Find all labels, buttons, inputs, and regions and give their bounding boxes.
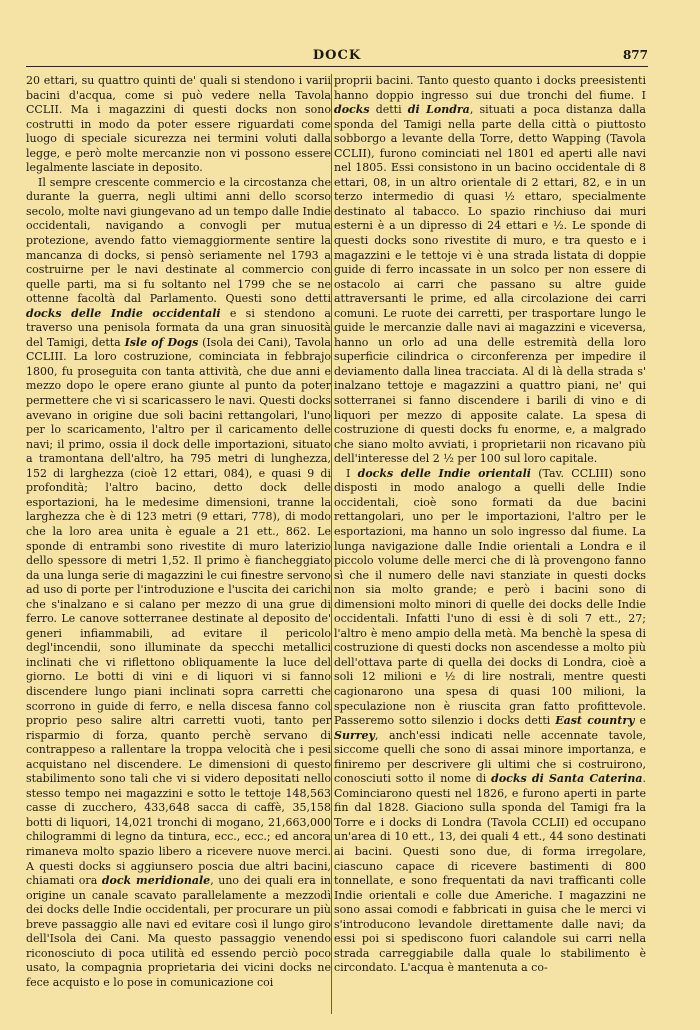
right-column [334,74,646,1014]
paragraph: Il sempre crescente commercio e la circostanza che durante la guerra, negli ultimi anni dello scorso secolo, molte navi giungevano ad un tempo dalle Indie occidentali, navigando a convogli per mutua protezione, avendo fatto viemaggiormente sentire la mancanza di docks, si pensò seriamente nel 1793 a costruirne per le navi destinate al commercio con quelle parti, ma si fu soltanto nel 1799 che se ne ottenne facoltà dal Parlamento. Questi sono detti docks delle Indie occidentali e si stendono a traverso una penisola formata da una gran sinuosità del Tamigi, detta Isle of Dogs (Isola dei Cani), Tavola CCLIII. La loro costruzione, cominciata in febbrajo 1800, fu proseguita con tanta attività, che due anni e mezzo dopo le opere erano giunte al punto da poter permettere che vi si scaricassero le navi. Questi docks avevano in origine due soli bacini rettangolari, l'uno per lo scaricamento, l'altro per il caricamento delle navi; il primo, ossia il dock delle importazioni, situato a tramontana dell'altro, ha 795 metri di lunghezza, 152 di larghezza (cioè 12 ettari, 084), e quasi 9 di profondità; l'altro bacino, detto dock delle esportazioni, ha le medesime dimensioni, tranne la larghezza che è di 123 metri (9 ettari, 778), di modo che la loro area unita è eguale a 21 ett., 862. Le sponde di entrambi sono rivestite di muro laterizio dello spessore di metri 1,52. Il primo è fiancheggiato da una lunga serie di magazzini le cui finestre servono ad uso di porte per l'introduzione e l'uscita dei carichi che s'inalzano e si calano per mezzo di una grue di ferro. Le canove sotterranee destinate al deposito de' generi infiammabili, ad evitare il pericolo degl'incendii, sono illuminate da specchi metallici inclinati che vi riflettono obliquamente la luce del giorno. Le botti di vini e di liquori vi si fanno discendere lungo piani inclinati sopra carretti che scorrono in guide di ferro, e nella discesa fanno col proprio peso salire altri carretti vuoti, tanto per risparmio di forza, quanto perchè servano di contrappeso a rallentare la troppa velocità che i pesi acquistano nel discendere. Le dimensioni di questo stabilimento sono tali che vi si videro depositati nello stesso tempo nei magazzini e sotto le tettoje 148,563 casse di zucchero, 433,648 sacca di caffè, 35,158 botti di liquori, 14,021 tronchi di mogano, 21,663,000 chilogrammi di legno da tintura, ecc., ecc.; ed ancora rimaneva molto spazio libero a ricevere nuove merci. A questi docks si aggiunsero poscia due altri bacini, chiamati ora dock meridionale, uno dei quali era in origine un canale scavato parallelamente a mezzodì dei docks delle Indie occidentali, per procurare un più breve passaggio alle navi ed evitare così il lungo giro dell'Isola dei Cani. Ma questo passaggio venendo riconosciuto di poca utilità ed essendo perciò poco usato, la compagnia proprietaria dei vicini docks ne fece acquisto e lo pose in comunicazione coi [26,175,331,989]
term: East country [555,714,635,728]
term: Isle of Dogs [124,335,199,349]
column-divider [331,74,332,1014]
left-column [26,74,331,1014]
term: docks delle Indie occidentali [26,306,221,320]
page-header [26,46,648,68]
running-head: DOCK [312,48,362,63]
header-rule [26,66,648,67]
term: Surrey [334,728,375,742]
page-number: 877 [622,48,648,62]
paragraph: 20 ettari, su quattro quinti de' quali si stendono i varii bacini d'acqua, come si può vedere nella Tavola CCLII. Ma i magazzini di questi docks non sono costrutti in modo da poter essere riguardati come luogo di speciale sicurezza nei termini voluti dalla legge, e però molte mercanzie non vi possono essere legalmente lasciate in deposito. [26,74,331,175]
paragraph: I docks delle Indie orientali (Tav. CCLIII) sono disposti in modo analogo a quelli delle Indie occidentali, cioè sono formati da due bacini rettangolari, uno per le importazioni, l'altro per le esportazioni, ma hanno un solo ingresso dal fiume. La lunga navigazione dalle Indie orientali a Londra e il piccolo volume delle merci che di là provengono fanno sì che il numero delle navi stanziate in questi docks non sia molto grande; e però i bacini sono di dimensioni molto minori di quelle dei docks delle Indie occidentali. Infatti l'uno di essi è di soli 7 ett., 27; l'altro è meno ampio della metà. Ma benchè la spesa di costruzione di questi docks non ascendesse a molto più dell'ottava parte di quella dei docks di Londra, cioè a soli 12 milioni e ½ di lire nostrali, mentre questi cagionarono una spesa di quasi 100 milioni, la speculazione non è riuscita gran fatto profittevole. Passeremo sotto silenzio i docks detti East country e Surrey, anch'essi indicati nelle accennate tavole, siccome quelli che sono di assai minore importanza, e finiremo per descrivere gli ultimi che si costruirono, conosciuti sotto il nome di docks di Santa Caterina. Cominciarono questi nel 1826, e furono aperti in parte fin dal 1828. Giaciono sulla sponda del Tamigi fra la Torre e i docks di Londra (Tavola CCLII) ed occupano un'area di 10 ett., 13, dei quali 4 ett., 44 sono destinati ai bacini. Questi sono due, di forma irregolare, ciascuno capace di ricevere bastimenti di 800 tonnellate, e sono frequentati da navi trafficanti colle Indie orientali e colle due Americhe. I magazzini ne sono assai comodi e fabbricati in guisa che le merci vi s'introducono levandole direttamente dalle navi; da essi poi si spediscono fuori calandole sui carri nella strada carreggiabile dalla quale lo stabilimento è circondato. L'acqua è mantenuta a co- [334,466,646,975]
paragraph: proprii bacini. Tanto questo quanto i docks preesistenti hanno doppio ingresso sui due tronchi del fiume. I docks detti di Londra, situati a poca distanza dalla sponda del Tamigi nella parte della città o piuttosto sobborgo a levante della Torre, detto Wapping (Tavola CCLII), furono cominciati nel 1801 ed aperti alle navi nel 1805. Essi consistono in un bacino occidentale di 8 ettari, 08, in un altro orientale di 2 ettari, 82, e in un terzo intermedio di quasi ½ ettaro, specialmente destinato al tabacco. Lo spazio rinchiuso dai muri esterni è a un dipresso di 24 ettari e ½. Le sponde di questi docks sono rivestite di muro, e tra questo e i magazzini e le tettoje vi è una strada listata di doppie guide di ferro incassate in un solco per non essere di ostacolo ai carri che passano su altre guide attraversanti le prime, ed alla circolazione dei carri comuni. Le ruote dei carretti, per trasportare lungo le guide le mercanzie dalle navi ai magazzini e viceversa, hanno un orlo ad una delle estremità della loro superficie cilindrica o circonferenza per impedire il deviamento dalla linea tracciata. Al di là della strada s' inalzano tettoje e magazzini a quattro piani, ne' qui sotterranei si fanno discendere i barili di vino e di liquori per mezzo di apposite calate. La spesa di costruzione di questi docks fu enorme, e, a malgrado che siano molto avviati, i proprietarii non ricavano più dell'interesse del 2 ½ per 100 sul loro capitale. [334,74,646,466]
term: di Londra [407,103,470,117]
term: docks delle Indie orientali [357,466,531,480]
term: dock meridionale [101,874,211,888]
term: docks [334,103,370,117]
term: docks di Santa Caterina [491,772,643,786]
